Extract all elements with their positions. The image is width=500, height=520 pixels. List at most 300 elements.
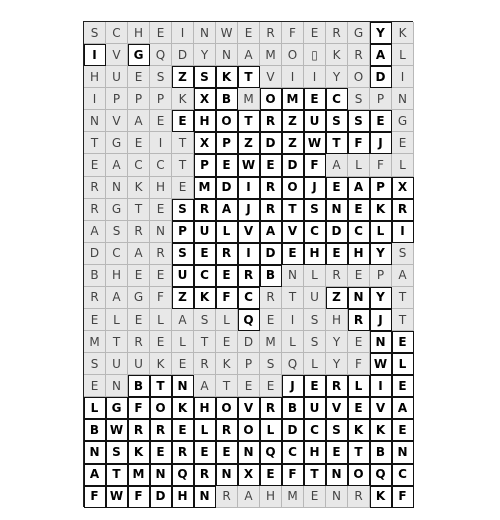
grid-cell[interactable]: D xyxy=(172,44,194,66)
grid-cell[interactable]: K xyxy=(172,397,194,419)
grid-cell[interactable]: P xyxy=(194,154,216,176)
grid-cell[interactable]: U xyxy=(106,353,128,375)
grid-cell[interactable]: S xyxy=(304,331,326,353)
grid-cell[interactable]: V xyxy=(106,44,128,66)
grid-cell[interactable]: F xyxy=(282,464,304,486)
grid-cell[interactable]: U xyxy=(304,110,326,132)
grid-cell[interactable]: L xyxy=(150,309,172,331)
grid-cell[interactable]: P xyxy=(370,265,392,287)
grid-cell[interactable]: R xyxy=(194,199,216,221)
grid-cell[interactable]: W xyxy=(238,154,260,176)
grid-cell[interactable]: N xyxy=(392,88,414,110)
grid-cell[interactable]: N xyxy=(150,221,172,243)
grid-cell[interactable]: R xyxy=(216,486,238,508)
grid-cell[interactable]: L xyxy=(194,419,216,441)
grid-cell[interactable]: T xyxy=(172,132,194,154)
grid-cell[interactable]: E xyxy=(392,419,414,441)
grid-cell[interactable]: P xyxy=(370,88,392,110)
grid-cell[interactable]: Y xyxy=(326,353,348,375)
grid-cell[interactable]: A xyxy=(348,177,370,199)
grid-cell[interactable]: K xyxy=(326,44,348,66)
grid-cell[interactable]: P xyxy=(172,221,194,243)
grid-cell[interactable]: Z xyxy=(326,287,348,309)
grid-cell[interactable]: R xyxy=(150,419,172,441)
grid-cell[interactable]: Q xyxy=(150,44,172,66)
grid-cell[interactable]: R xyxy=(172,441,194,463)
grid-cell[interactable]: S xyxy=(106,221,128,243)
grid-cell[interactable]: E xyxy=(304,375,326,397)
grid-cell[interactable]: I xyxy=(392,221,414,243)
grid-cell[interactable]: R xyxy=(348,309,370,331)
grid-cell[interactable]: E xyxy=(348,265,370,287)
grid-cell[interactable]: S xyxy=(304,309,326,331)
grid-cell[interactable]: R xyxy=(260,177,282,199)
grid-cell[interactable]: E xyxy=(392,132,414,154)
grid-cell[interactable]: C xyxy=(282,441,304,463)
grid-cell[interactable]: L xyxy=(84,397,106,419)
grid-cell[interactable]: K xyxy=(172,88,194,110)
grid-cell[interactable]: L xyxy=(370,221,392,243)
grid-cell[interactable]: I xyxy=(150,132,172,154)
grid-cell[interactable]: G xyxy=(106,132,128,154)
grid-cell[interactable]: E xyxy=(326,177,348,199)
grid-cell[interactable]: T xyxy=(150,375,172,397)
grid-cell[interactable]: V xyxy=(282,221,304,243)
grid-cell[interactable]: R xyxy=(84,199,106,221)
grid-cell[interactable]: X xyxy=(238,464,260,486)
grid-cell[interactable]: N xyxy=(326,486,348,508)
grid-cell[interactable]: S xyxy=(84,22,106,44)
grid-cell[interactable]: P xyxy=(150,88,172,110)
grid-cell[interactable]: R xyxy=(348,486,370,508)
grid-cell[interactable]: B xyxy=(370,441,392,463)
grid-cell[interactable]: A xyxy=(194,375,216,397)
grid-cell[interactable]: B xyxy=(84,419,106,441)
grid-cell[interactable]: R xyxy=(84,287,106,309)
grid-cell[interactable]: B xyxy=(282,397,304,419)
grid-cell[interactable]: M xyxy=(282,486,304,508)
grid-cell[interactable]: R xyxy=(326,375,348,397)
grid-cell[interactable]: H xyxy=(106,265,128,287)
grid-cell[interactable]: O xyxy=(282,177,304,199)
grid-cell[interactable]: J xyxy=(282,375,304,397)
grid-cell[interactable]: G xyxy=(128,287,150,309)
grid-cell[interactable]: H xyxy=(348,243,370,265)
grid-cell[interactable]: B xyxy=(84,265,106,287)
grid-cell[interactable]: T xyxy=(216,375,238,397)
grid-cell[interactable]: A xyxy=(238,486,260,508)
grid-cell[interactable]: N xyxy=(106,177,128,199)
grid-cell[interactable]: L xyxy=(106,309,128,331)
grid-cell[interactable]: C xyxy=(194,265,216,287)
grid-cell[interactable]: E xyxy=(128,265,150,287)
grid-cell[interactable]: I xyxy=(304,66,326,88)
grid-cell[interactable]: S xyxy=(172,199,194,221)
grid-cell[interactable]: U xyxy=(304,287,326,309)
grid-cell[interactable]: S xyxy=(194,309,216,331)
grid-cell[interactable]: F xyxy=(150,287,172,309)
grid-cell[interactable]: E xyxy=(216,441,238,463)
grid-cell[interactable]: W xyxy=(216,22,238,44)
grid-cell[interactable]: N xyxy=(106,375,128,397)
grid-cell[interactable]: E xyxy=(260,154,282,176)
grid-cell[interactable]: E xyxy=(172,353,194,375)
grid-cell[interactable]: L xyxy=(216,221,238,243)
grid-cell[interactable]: E xyxy=(326,243,348,265)
grid-cell[interactable]: Q xyxy=(370,464,392,486)
grid-cell[interactable]: T xyxy=(392,309,414,331)
grid-cell[interactable]: H xyxy=(194,397,216,419)
grid-cell[interactable]: A xyxy=(128,110,150,132)
grid-cell[interactable]: N xyxy=(326,464,348,486)
grid-cell[interactable]: V xyxy=(260,66,282,88)
grid-cell[interactable]: R xyxy=(348,44,370,66)
grid-cell[interactable]: T xyxy=(106,464,128,486)
grid-cell[interactable]: R xyxy=(326,265,348,287)
grid-cell[interactable]: A xyxy=(106,154,128,176)
grid-cell[interactable]: E xyxy=(348,397,370,419)
grid-cell[interactable]: C xyxy=(106,22,128,44)
grid-cell[interactable]: E xyxy=(194,243,216,265)
grid-cell[interactable]: T xyxy=(326,132,348,154)
grid-cell[interactable]: K xyxy=(150,353,172,375)
grid-cell[interactable]: E xyxy=(150,199,172,221)
grid-cell[interactable]: P xyxy=(106,88,128,110)
grid-cell[interactable]: C xyxy=(304,221,326,243)
grid-cell[interactable]: Z xyxy=(172,66,194,88)
grid-cell[interactable]: D xyxy=(370,66,392,88)
grid-cell[interactable]: Z xyxy=(282,132,304,154)
grid-cell[interactable]: E xyxy=(326,441,348,463)
grid-cell[interactable]: V xyxy=(238,397,260,419)
grid-cell[interactable]: I xyxy=(238,177,260,199)
grid-cell[interactable]: N xyxy=(392,441,414,463)
grid-cell[interactable]: J xyxy=(370,132,392,154)
grid-cell[interactable]: C xyxy=(348,221,370,243)
grid-cell[interactable]: N xyxy=(348,287,370,309)
grid-cell[interactable]: T xyxy=(84,132,106,154)
grid-cell[interactable]: V xyxy=(238,221,260,243)
grid-cell[interactable]: F xyxy=(128,397,150,419)
grid-cell[interactable]: V xyxy=(370,397,392,419)
grid-cell[interactable]: X xyxy=(392,177,414,199)
grid-cell[interactable]: N xyxy=(150,464,172,486)
grid-cell[interactable]: Z xyxy=(238,132,260,154)
grid-cell[interactable]: E xyxy=(392,331,414,353)
grid-cell[interactable]: D xyxy=(282,419,304,441)
grid-cell[interactable]: T xyxy=(128,199,150,221)
grid-cell[interactable]: V xyxy=(106,110,128,132)
grid-cell[interactable]: E xyxy=(348,199,370,221)
grid-cell[interactable]: E xyxy=(150,110,172,132)
grid-cell[interactable]: E xyxy=(84,154,106,176)
grid-cell[interactable]: N xyxy=(194,486,216,508)
grid-cell[interactable]: A xyxy=(106,287,128,309)
grid-cell[interactable]: C xyxy=(106,243,128,265)
grid-cell[interactable]: R xyxy=(194,464,216,486)
grid-cell[interactable]: C xyxy=(326,88,348,110)
grid-cell[interactable]: D xyxy=(282,154,304,176)
grid-cell[interactable]: Q xyxy=(260,441,282,463)
grid-cell[interactable]: M xyxy=(238,88,260,110)
grid-cell[interactable]: Y xyxy=(326,66,348,88)
grid-cell[interactable]: E xyxy=(84,309,106,331)
grid-cell[interactable]: O xyxy=(216,397,238,419)
grid-cell[interactable]: S xyxy=(348,110,370,132)
grid-cell[interactable]: A xyxy=(84,221,106,243)
grid-cell[interactable]: Z xyxy=(172,287,194,309)
grid-cell[interactable]: E xyxy=(304,486,326,508)
grid-cell[interactable]: W xyxy=(106,419,128,441)
grid-cell[interactable]: Q xyxy=(238,309,260,331)
grid-cell[interactable]: J xyxy=(238,199,260,221)
grid-cell[interactable]: P xyxy=(370,177,392,199)
grid-cell[interactable]: T xyxy=(238,110,260,132)
grid-cell[interactable]: S xyxy=(106,441,128,463)
grid-cell[interactable]: F xyxy=(348,353,370,375)
grid-cell[interactable]: W xyxy=(304,132,326,154)
grid-cell[interactable]: I xyxy=(282,309,304,331)
grid-cell[interactable]: A xyxy=(370,44,392,66)
grid-cell[interactable]: S xyxy=(172,243,194,265)
grid-cell[interactable]: O xyxy=(260,88,282,110)
grid-cell[interactable]: G xyxy=(106,397,128,419)
grid-cell[interactable]: L xyxy=(304,353,326,375)
grid-cell[interactable]: L xyxy=(392,154,414,176)
grid-cell[interactable]: D xyxy=(150,486,172,508)
grid-cell[interactable]: E xyxy=(370,110,392,132)
grid-cell[interactable]: R xyxy=(194,353,216,375)
grid-cell[interactable]: E xyxy=(128,132,150,154)
grid-cell[interactable]: Y xyxy=(370,243,392,265)
grid-cell[interactable]: N xyxy=(84,110,106,132)
grid-cell[interactable]: H xyxy=(194,110,216,132)
grid-cell[interactable]: K xyxy=(128,441,150,463)
grid-cell[interactable]: U xyxy=(194,221,216,243)
grid-cell[interactable]: X xyxy=(194,132,216,154)
grid-cell[interactable]: U xyxy=(106,66,128,88)
grid-cell[interactable]: F xyxy=(370,154,392,176)
grid-cell[interactable]: A xyxy=(392,265,414,287)
grid-cell[interactable]: M xyxy=(128,464,150,486)
grid-cell[interactable]: X xyxy=(194,88,216,110)
grid-cell[interactable]: L xyxy=(392,353,414,375)
grid-cell[interactable]: L xyxy=(348,375,370,397)
grid-cell[interactable]: R xyxy=(260,22,282,44)
grid-cell[interactable]: H xyxy=(304,243,326,265)
grid-cell[interactable]: E xyxy=(238,375,260,397)
grid-cell[interactable]: E xyxy=(128,309,150,331)
grid-cell[interactable]: I xyxy=(392,66,414,88)
grid-cell[interactable]: C xyxy=(128,154,150,176)
grid-cell[interactable]: H xyxy=(150,177,172,199)
grid-cell[interactable]: W xyxy=(106,486,128,508)
grid-cell[interactable]: F xyxy=(84,486,106,508)
grid-cell[interactable]: Y xyxy=(370,287,392,309)
grid-cell[interactable]: R xyxy=(326,22,348,44)
grid-cell[interactable]: R xyxy=(216,419,238,441)
grid-cell[interactable]: S xyxy=(150,66,172,88)
grid-cell[interactable]: D xyxy=(260,243,282,265)
grid-cell[interactable]: Y xyxy=(194,44,216,66)
grid-cell[interactable]: G xyxy=(392,110,414,132)
grid-cell[interactable]: G xyxy=(106,199,128,221)
grid-cell[interactable]: S xyxy=(304,199,326,221)
grid-cell[interactable]: D xyxy=(216,177,238,199)
grid-cell[interactable]: I xyxy=(84,88,106,110)
grid-cell[interactable]: E xyxy=(150,265,172,287)
grid-cell[interactable]: Q xyxy=(172,464,194,486)
grid-cell[interactable]: U xyxy=(304,397,326,419)
grid-cell[interactable]: A xyxy=(392,397,414,419)
grid-cell[interactable]: I xyxy=(84,44,106,66)
grid-cell[interactable]: E xyxy=(304,88,326,110)
grid-cell[interactable]: I xyxy=(370,375,392,397)
grid-cell[interactable]: W xyxy=(370,353,392,375)
grid-cell[interactable]: R xyxy=(128,331,150,353)
grid-cell[interactable]: N xyxy=(326,199,348,221)
grid-cell[interactable]: A xyxy=(172,309,194,331)
grid-cell[interactable]: I xyxy=(282,66,304,88)
grid-cell[interactable]: M xyxy=(282,88,304,110)
grid-cell[interactable]: F xyxy=(392,486,414,508)
grid-cell[interactable]: L xyxy=(392,44,414,66)
grid-cell[interactable]: P xyxy=(216,132,238,154)
grid-cell[interactable]: T xyxy=(348,441,370,463)
grid-cell[interactable]: V xyxy=(326,397,348,419)
grid-cell[interactable]: N xyxy=(370,331,392,353)
grid-cell[interactable]: O xyxy=(216,110,238,132)
grid-cell[interactable]: C xyxy=(304,419,326,441)
grid-cell[interactable]: E xyxy=(260,375,282,397)
grid-cell[interactable]: E xyxy=(172,419,194,441)
grid-cell[interactable]: F xyxy=(128,486,150,508)
grid-cell[interactable]: P xyxy=(128,88,150,110)
grid-cell[interactable]: C xyxy=(150,154,172,176)
grid-cell[interactable]: E xyxy=(194,441,216,463)
grid-cell[interactable]: K xyxy=(348,419,370,441)
grid-cell[interactable]: H xyxy=(84,66,106,88)
grid-cell[interactable]: U xyxy=(128,353,150,375)
grid-cell[interactable]: E xyxy=(348,331,370,353)
grid-cell[interactable]: L xyxy=(282,331,304,353)
grid-cell[interactable]: T xyxy=(392,287,414,309)
grid-cell[interactable]: K xyxy=(370,199,392,221)
grid-cell[interactable]: F xyxy=(216,287,238,309)
grid-cell[interactable]: B xyxy=(216,88,238,110)
grid-cell[interactable]: R xyxy=(84,177,106,199)
grid-cell[interactable]: D xyxy=(326,221,348,243)
grid-cell[interactable]: J xyxy=(370,309,392,331)
grid-cell[interactable]: F xyxy=(348,132,370,154)
grid-cell[interactable]: A xyxy=(216,199,238,221)
grid-cell[interactable]: K xyxy=(370,486,392,508)
grid-cell[interactable]: E xyxy=(150,331,172,353)
grid-cell[interactable]: E xyxy=(172,110,194,132)
grid-cell[interactable]: I xyxy=(172,22,194,44)
grid-cell[interactable]: R xyxy=(150,243,172,265)
grid-cell[interactable]: S xyxy=(326,419,348,441)
grid-cell[interactable]: S xyxy=(392,243,414,265)
grid-cell[interactable]: T xyxy=(238,66,260,88)
grid-cell[interactable]: N xyxy=(216,44,238,66)
grid-cell[interactable]: U xyxy=(172,265,194,287)
grid-cell[interactable]: H xyxy=(172,486,194,508)
grid-cell[interactable]: H xyxy=(326,309,348,331)
grid-cell[interactable]: T xyxy=(172,154,194,176)
grid-cell[interactable]: D xyxy=(260,132,282,154)
grid-cell[interactable]: N xyxy=(216,464,238,486)
grid-cell[interactable]: K xyxy=(128,177,150,199)
grid-cell[interactable]: L xyxy=(216,309,238,331)
grid-cell[interactable]: H xyxy=(260,486,282,508)
grid-cell[interactable]: S xyxy=(326,110,348,132)
grid-cell[interactable]: M xyxy=(84,331,106,353)
grid-cell[interactable]: L xyxy=(348,154,370,176)
grid-cell[interactable]: S xyxy=(194,66,216,88)
grid-cell[interactable]: A xyxy=(128,243,150,265)
grid-cell[interactable]: R xyxy=(260,287,282,309)
grid-cell[interactable]: O xyxy=(348,66,370,88)
grid-cell[interactable]: T xyxy=(194,331,216,353)
grid-cell[interactable]: H xyxy=(304,441,326,463)
grid-cell[interactable]: Y xyxy=(370,22,392,44)
grid-cell[interactable]: N xyxy=(172,375,194,397)
grid-cell[interactable]: E xyxy=(128,66,150,88)
grid-cell[interactable]: F xyxy=(304,154,326,176)
grid-cell[interactable]: F xyxy=(282,22,304,44)
grid-cell[interactable]: Z xyxy=(282,110,304,132)
grid-cell[interactable]: C xyxy=(238,287,260,309)
grid-cell[interactable]: R xyxy=(392,199,414,221)
grid-cell[interactable]: N xyxy=(194,22,216,44)
grid-cell[interactable]: Y xyxy=(326,331,348,353)
grid-cell[interactable]: K xyxy=(216,66,238,88)
grid-cell[interactable]: E xyxy=(304,22,326,44)
grid-cell[interactable]: T xyxy=(106,331,128,353)
grid-cell[interactable]: M xyxy=(260,44,282,66)
grid-cell[interactable]: N xyxy=(238,441,260,463)
grid-cell[interactable]: B xyxy=(128,375,150,397)
grid-cell[interactable]: E xyxy=(282,243,304,265)
grid-cell[interactable]: R xyxy=(238,265,260,287)
grid-cell[interactable]: T xyxy=(282,287,304,309)
grid-cell[interactable]: E xyxy=(238,22,260,44)
grid-cell[interactable]: S xyxy=(348,88,370,110)
grid-cell[interactable]: Q xyxy=(282,353,304,375)
grid-cell[interactable]: N xyxy=(282,265,304,287)
grid-cell[interactable]: O xyxy=(348,464,370,486)
grid-cell[interactable]: T xyxy=(304,464,326,486)
grid-cell[interactable]: ▯ xyxy=(304,44,326,66)
grid-cell[interactable]: N xyxy=(84,441,106,463)
grid-cell[interactable]: G xyxy=(128,44,150,66)
grid-cell[interactable]: J xyxy=(304,177,326,199)
grid-cell[interactable]: E xyxy=(150,22,172,44)
grid-cell[interactable]: E xyxy=(260,309,282,331)
grid-cell[interactable]: K xyxy=(392,22,414,44)
grid-cell[interactable]: O xyxy=(238,419,260,441)
grid-cell[interactable]: D xyxy=(84,243,106,265)
grid-cell[interactable]: K xyxy=(370,419,392,441)
grid-cell[interactable]: L xyxy=(172,331,194,353)
grid-cell[interactable]: C xyxy=(392,464,414,486)
grid-cell[interactable]: A xyxy=(260,221,282,243)
grid-cell[interactable]: O xyxy=(150,397,172,419)
grid-cell[interactable]: L xyxy=(260,419,282,441)
grid-cell[interactable]: E xyxy=(216,265,238,287)
grid-cell[interactable]: R xyxy=(260,199,282,221)
